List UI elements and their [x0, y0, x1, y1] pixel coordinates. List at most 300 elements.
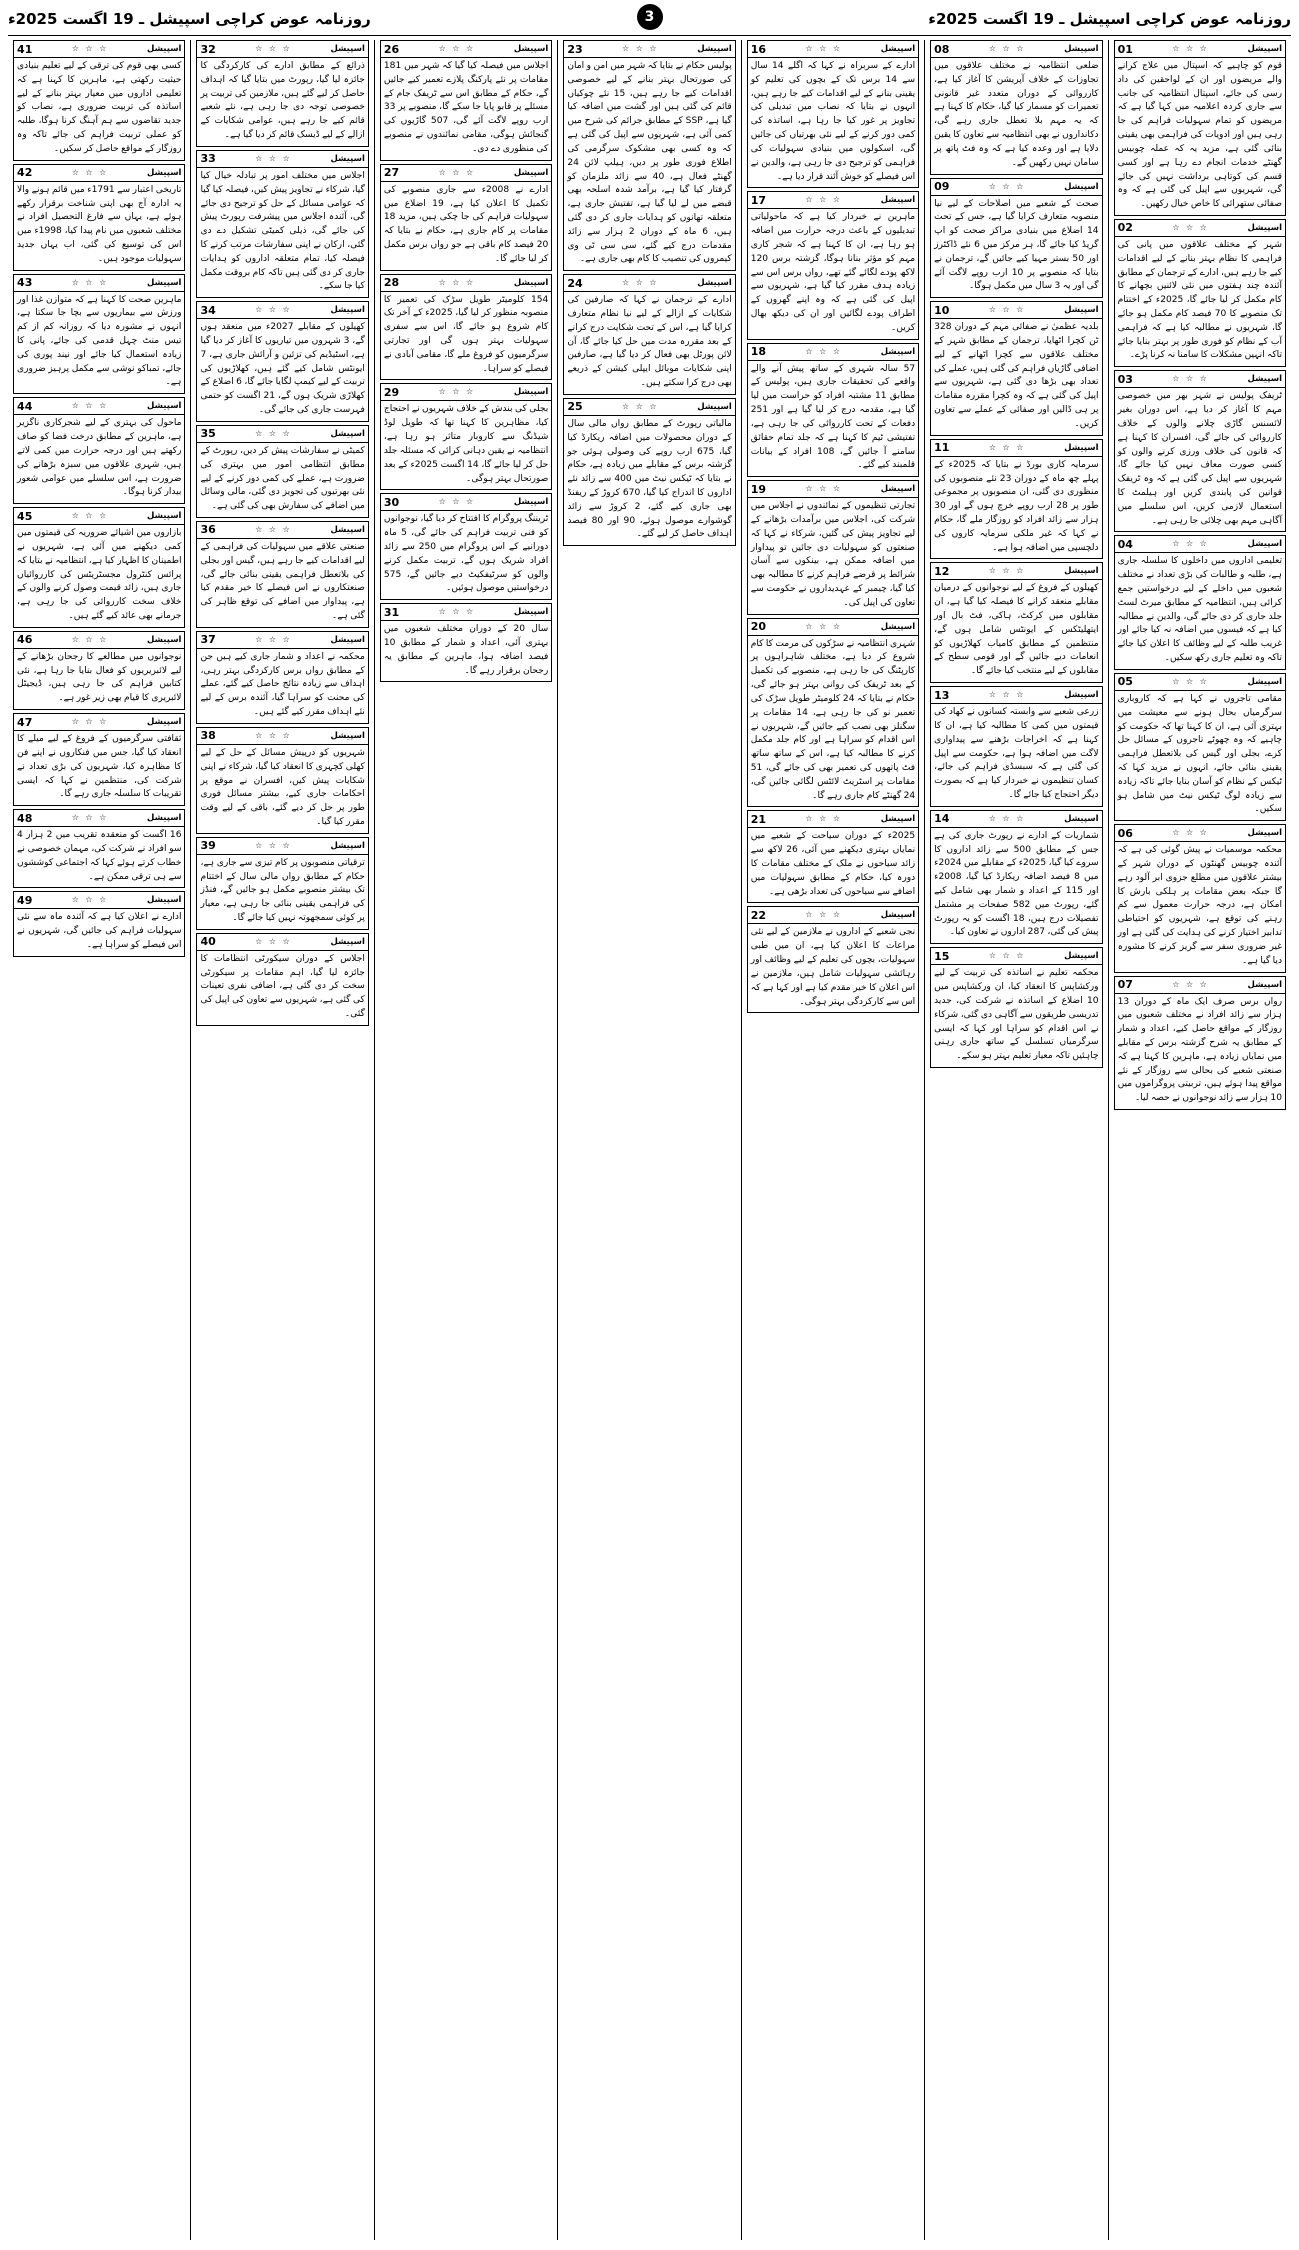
news-brief[interactable] — [380, 383, 552, 490]
news-brief[interactable] — [930, 686, 1102, 807]
news-column — [374, 40, 557, 2240]
brief-tag: اسپیشل — [147, 717, 182, 728]
news-brief[interactable] — [930, 301, 1102, 436]
brief-text: کسی بھی قوم کی ترقی کے لیے تعلیم بنیادی حیثیت رکھتی ہے، ماہرین کا کہنا ہے کہ تعلیمی اداروں میں معیار بہتر بنانے کے لیے اساتذہ کی تربیت ضروری ہے، نصاب کو جدید تقاضوں سے ہم آہنگ کرنا ہوگا، طلبہ کو عملی تربیت فراہم کی جائے تاکہ وہ روزگار کے مواقع حاصل کر سکیں۔ — [17, 61, 182, 154]
brief-tag: اسپیشل — [1064, 181, 1099, 192]
brief-number: 32 — [200, 42, 216, 56]
brief-number: 33 — [200, 152, 216, 166]
news-brief[interactable] — [563, 274, 735, 395]
brief-tag: اسپیشل — [147, 511, 182, 522]
brief-number: 36 — [200, 523, 216, 537]
brief-tag: اسپیشل — [147, 401, 182, 412]
brief-header — [197, 934, 367, 951]
news-brief[interactable] — [1114, 673, 1286, 821]
brief-text: 154 کلومیٹر طویل سڑک کی تعمیر کا منصوبہ منظور کر لیا گیا، 2025ء کے آخر تک کام شروع ہو جائے گا، اس سے سفری سہولیات بہتر ہوں گی اور تجارتی سرگرمیوں کو فروغ ملے گا، مقامی آبادی نے فیصلے کو سراہا۔ — [383, 294, 549, 374]
brief-header — [931, 302, 1101, 319]
brief-text: شہریوں کو درپیش مسائل کے حل کے لیے کھلی کچہری کا انعقاد کیا گیا، شرکاء نے اپنی شکایات پیش کیں، افسران نے موقع پر احکامات جاری کیے، بیشتر مسائل فوری طور پر حل کر دیے گئے، باقی کے لیے وقت مقرر کیا گیا۔ — [200, 747, 365, 827]
stars-icon: ☆ ☆ ☆ — [805, 44, 843, 53]
news-brief[interactable] — [1114, 976, 1286, 1111]
brief-text: صحت کے شعبے میں اصلاحات کے لیے نیا منصوبہ متعارف کرایا گیا ہے، جس کے تحت 14 اضلاع میں بنیادی مراکز صحت کو اپ گریڈ کیا جائے گا، ہر مرکز میں 6 نئے ڈاکٹرز اور 50 بستر مہیا کیے جائیں گے، ترجمان نے بتایا کہ منصوبے پر 10 ارب روپے لاگت آئے گی اور یہ 3 سال میں مکمل ہوگا۔ — [934, 198, 1099, 292]
brief-tag: اسپیشل — [880, 484, 916, 495]
stars-icon: ☆ ☆ ☆ — [621, 278, 659, 288]
brief-header — [564, 399, 734, 416]
brief-text: ماہرین صحت کا کہنا ہے کہ متوازن غذا اور ورزش سے بیماریوں سے بچا جا سکتا ہے، انہوں نے مشورہ دیا کہ روزانہ کم از کم تیس منٹ چہل قدمی کی جائے، پانی کا زیادہ استعمال کیا جائے اور نیند پوری کی جائے، تمباکو نوشی سے مکمل پرہیز ضروری ہے۔ — [17, 294, 182, 388]
brief-tag: اسپیشل — [1064, 305, 1099, 316]
brief-number: 15 — [934, 949, 950, 963]
brief-tag: اسپیشل — [330, 524, 365, 535]
brief-number: 12 — [934, 564, 950, 578]
news-brief[interactable] — [196, 301, 368, 422]
stars-icon: ☆ ☆ ☆ — [71, 634, 109, 644]
news-column — [741, 40, 924, 2240]
news-brief[interactable] — [747, 810, 919, 903]
brief-text: زرعی شعبے سے وابستہ کسانوں نے کھاد کی قیمتوں میں کمی کا مطالبہ کیا ہے، ان کا کہنا ہے کہ اخراجات بڑھنے سے پیداواری لاگت میں اضافہ ہوا ہے، حکومت سے اپیل کی گئی ہے کہ سبسڈی فراہم کی جائے، کسان تنظیموں نے خبردار کیا ہے کہ بصورت دیگر احتجاج کیا جائے گا۔ — [934, 707, 1099, 800]
stars-icon: ☆ ☆ ☆ — [255, 730, 292, 740]
stars-icon: ☆ ☆ ☆ — [71, 277, 109, 287]
brief-tag: اسپیشل — [330, 840, 365, 851]
brief-tag: اسپیشل — [697, 278, 732, 289]
news-brief[interactable] — [930, 40, 1102, 175]
brief-tag: اسپیشل — [330, 936, 365, 947]
news-brief[interactable] — [196, 727, 368, 834]
masthead-right-title: روزنامہ عوض کراچی اسپیشل ـ 19 اگست 2025ء — [928, 10, 1291, 28]
stars-icon: ☆ ☆ ☆ — [438, 387, 476, 397]
brief-number: 38 — [200, 729, 216, 743]
stars-icon: ☆ ☆ ☆ — [1172, 979, 1209, 989]
brief-header — [381, 384, 551, 401]
stars-icon: ☆ ☆ ☆ — [1172, 539, 1209, 549]
stars-icon: ☆ ☆ ☆ — [255, 840, 292, 850]
brief-header — [931, 563, 1101, 580]
brief-text: 2025ء کے دوران سیاحت کے شعبے میں نمایاں بہتری دیکھنے میں آئی، 26 لاکھ سے زائد سیاحوں نے ملک کے مختلف مقامات کا دورہ کیا، حکام کے مطابق سہولیات میں اضافے سے سیاحوں کی تعداد بڑھی ہے۔ — [750, 831, 916, 897]
brief-text: ماحول کی بہتری کے لیے شجرکاری ناگزیر ہے، ماہرین کے مطابق درخت فضا کو صاف رکھتے ہیں اور درجہ حرارت میں کمی لاتے ہیں، شہری علاقوں میں سبزہ بڑھانے کی ضرورت ہے، اس سلسلے میں عوامی شعور بیدار کرنا ہوگا۔ — [17, 418, 182, 498]
brief-tag: اسپیشل — [513, 44, 549, 54]
stars-icon: ☆ ☆ ☆ — [255, 634, 292, 644]
brief-number: 09 — [934, 180, 950, 193]
brief-number: 29 — [383, 385, 400, 399]
brief-number: 25 — [567, 400, 583, 414]
brief-number: 08 — [934, 42, 950, 56]
news-brief[interactable] — [1114, 824, 1286, 972]
brief-number: 41 — [17, 42, 33, 56]
brief-header — [1115, 674, 1285, 691]
brief-tag: اسپیشل — [147, 277, 182, 288]
news-brief[interactable] — [1114, 535, 1286, 670]
brief-number: 18 — [750, 345, 767, 359]
brief-text: کمیٹی نے سفارشات پیش کر دیں، رپورٹ کے مطابق انتظامی امور میں بہتری کی ضرورت ہے، عملے کی کمی دور کرنے کے لیے نئی بھرتیوں کی تجویز دی گئی، مالی وسائل میں اضافے کی سفارش بھی کی گئی ہے۔ — [200, 445, 365, 512]
brief-text: ادارے نے 2008ء سے جاری منصوبے کی تکمیل کا اعلان کیا ہے، 19 اضلاع میں سہولیات فراہم کی جا چکی ہیں، مزید 18 مقامات پر کام جاری ہے، حکام نے بتایا کہ 20 فیصد کام باقی ہے جو رواں برس مکمل کر لیا جائے گا۔ — [383, 184, 549, 264]
brief-header — [197, 41, 367, 58]
brief-text: سال 20 کے دوران مختلف شعبوں میں بہتری آئی، اعداد و شمار کے مطابق 10 فیصد اضافہ ہوا، ماہرین کے مطابق یہ رجحان برقرار رہے گا۔ — [383, 624, 549, 676]
brief-header — [1115, 825, 1285, 842]
brief-tag: اسپیشل — [147, 895, 182, 906]
brief-number: 19 — [750, 482, 767, 496]
brief-text: ضلعی انتظامیہ نے مختلف علاقوں میں تجاوزات کے خلاف آپریشن کا آغاز کیا ہے، کارروائی کے دوران متعدد غیر قانونی تعمیرات کو مسمار کیا گیا، حکام کا کہنا ہے کہ یہ مہم بلا تعطل جاری رہے گی، دکانداروں نے بھی انتظامیہ سے تعاون کا یقین دلایا ہے اور وعدہ کیا ہے کہ وہ فٹ پاتھ پر سامان نہیں رکھیں گے۔ — [934, 61, 1099, 168]
brief-header — [748, 811, 918, 828]
stars-icon: ☆ ☆ ☆ — [988, 813, 1026, 823]
brief-text: سرمایہ کاری بورڈ نے بتایا کہ 2025ء کے پہلے چھ ماہ کے دوران 23 نئے منصوبوں کی منظوری دی گئی، ان منصوبوں پر مجموعی طور پر 28 ارب روپے خرچ ہوں گے اور 30 ہزار سے زائد افراد کو روزگار ملے گا، حکام نے کہا کہ غیر ملکی سرمایہ کاروں کی دلچسپی میں اضافہ ہوا ہے۔ — [934, 459, 1099, 553]
brief-number: 10 — [934, 303, 950, 317]
stars-icon: ☆ ☆ ☆ — [255, 153, 292, 163]
brief-number: 17 — [750, 193, 767, 207]
brief-tag: اسپیشل — [880, 910, 916, 921]
stars-icon: ☆ ☆ ☆ — [988, 442, 1026, 452]
brief-tag: اسپیشل — [513, 277, 549, 288]
brief-tag: اسپیشل — [513, 387, 549, 398]
brief-header — [14, 398, 184, 415]
news-brief[interactable] — [13, 507, 185, 628]
brief-header — [748, 907, 918, 924]
brief-text: صنعتی علاقے میں سہولیات کی فراہمی کے لیے اقدامات کیے جا رہے ہیں، گیس اور بجلی کی بلاتعطل فراہمی یقینی بنائی جائے گی، صنعتکاروں نے اس فیصلے کا خیر مقدم کیا ہے، پیداوار میں اضافے کی توقع ظاہر کی گئی ہے۔ — [200, 541, 365, 621]
brief-tag: اسپیشل — [1247, 539, 1282, 550]
brief-text: اجلاس میں مختلف امور پر تبادلہ خیال کیا گیا، شرکاء نے تجاویز پیش کیں، فیصلہ کیا گیا کہ عوامی مسائل کے حل کو ترجیح دی جائے گی، آئندہ اجلاس میں پیشرفت رپورٹ پیش کی جائے گی، ذیلی کمیٹی تشکیل دے دی گئی، ارکان نے اپنی سفارشات مرتب کرنے کا فیصلہ کیا، تمام متعلقہ اداروں کو ہدایات جاری کر دی گئی ہیں تاکہ کام بروقت مکمل کیا جا سکے۔ — [200, 170, 365, 292]
stars-icon: ☆ ☆ ☆ — [255, 305, 292, 315]
column-grid — [8, 40, 1291, 2240]
stars-icon: ☆ ☆ ☆ — [1172, 44, 1209, 53]
page-number-badge: 3 — [637, 4, 663, 30]
brief-header — [381, 604, 551, 621]
brief-text: محکمہ تعلیم نے اساتذہ کی تربیت کے لیے ورکشاپس کا انعقاد کیا، ان ورکشاپس میں 10 اضلاع کے اساتذہ نے شرکت کی، جدید تدریسی طریقوں سے آگاہی دی گئی، شرکاء نے اس اقدام کو سراہا اور کہا کہ ایسی سرگرمیاں تسلسل کے ساتھ جاری رہنی چاہئیں تاکہ معیار تعلیم بہتر ہو سکے۔ — [934, 968, 1099, 1062]
brief-number: 45 — [17, 509, 33, 523]
stars-icon: ☆ ☆ ☆ — [805, 484, 843, 494]
brief-text: مقامی تاجروں نے کہا ہے کہ کاروباری سرگرمیاں بحال ہونے سے معیشت میں بہتری آئی ہے، ان کا کہنا تھا کہ حکومت کو چاہیے کہ وہ چھوٹے تاجروں کے مسائل حل کرے، بجلی اور گیس کی بلاتعطل فراہمی یقینی بنائی جائے، انہوں نے مزید کہا کہ ٹیکس کے نظام کو آسان بنایا جائے تاکہ زیادہ سے زیادہ لوگ ٹیکس نیٹ میں شامل ہو سکیں۔ — [1117, 693, 1282, 815]
brief-number: 39 — [200, 839, 216, 853]
brief-number: 14 — [934, 812, 950, 826]
brief-number: 01 — [1117, 42, 1133, 56]
brief-tag: اسپیشل — [330, 153, 365, 164]
news-column — [8, 40, 190, 2240]
brief-text: شماریات کے ادارے نے رپورٹ جاری کی ہے جس کے مطابق 500 سے زائد اداروں کا سروے کیا گیا، 2025ء کے مقابلے میں 2024ء میں 8 فیصد اضافہ ریکارڈ کیا گیا، 2008ء اور 115 کے اعداد و شمار بھی شامل کیے گئے، رپورٹ میں 582 صفحات پر مشتمل تفصیلات درج ہیں، 18 اگست کو یہ رپورٹ پیش کی گئی، 287 اداروں نے تعاون کیا۔ — [934, 830, 1099, 938]
brief-text: پولیس حکام نے بتایا کہ شہر میں امن و امان کی صورتحال بہتر بنانے کے لیے خصوصی اقدامات کیے جا رہے ہیں، 15 نئے چوکیاں قائم کی گئی ہیں اور گشت میں اضافہ کیا گیا ہے، SSP کے مطابق جرائم کی شرح میں کمی آئی ہے، شہریوں سے اپیل کی گئی ہے کہ وہ کسی بھی مشکوک سرگرمی کی اطلاع فوری طور پر دیں، ہیلپ لائن 24 گھنٹے فعال ہے، 40 سے زائد ملزمان کو گرفتار کیا گیا ہے، برآمد شدہ اسلحہ بھی قبضے میں لے لیا گیا ہے، تفتیش جاری ہے، متعلقہ تھانوں کو ہدایات جاری کر دی گئی ہیں، 6 ماہ کے دوران 2 ہزار سے زائد مقدمات درج کیے گئے، سی سی ٹی وی کیمروں کی تنصیب کا کام بھی جاری ہے۔ — [567, 61, 732, 265]
brief-header — [1115, 220, 1285, 237]
news-brief[interactable] — [930, 562, 1102, 683]
brief-tag: اسپیشل — [697, 401, 732, 412]
brief-text: تجارتی تنظیموں کے نمائندوں نے اجلاس میں شرکت کی، اجلاس میں برآمدات بڑھانے کے لیے تجاویز پیش کی گئیں، شرکاء نے کہا کہ صنعتوں کو سہولیات دی جائیں تو پیداوار میں اضافہ ممکن ہے، بینکوں سے آسان شرائط پر قرضے فراہم کرنے کا مطالبہ بھی کیا گیا، چیمبر کے عہدیداروں نے حکومت سے تعاون کی اپیل کی۔ — [750, 501, 916, 608]
brief-tag: اسپیشل — [1064, 690, 1099, 701]
brief-header — [14, 41, 184, 58]
news-brief[interactable] — [1114, 219, 1286, 367]
stars-icon: ☆ ☆ ☆ — [438, 167, 476, 177]
stars-icon: ☆ ☆ ☆ — [1172, 676, 1209, 686]
brief-text: ادارے کے سربراہ نے کہا کہ اگلے 14 سال سے 14 برس تک کے بچوں کی تعلیم کو یقینی بنانے کے لیے اقدامات کیے جا رہے ہیں، انہوں نے بتایا کہ نصاب میں تبدیلی کی تجاویز پر غور کیا جا رہا ہے، اساتذہ کی کمی دور کرنے کے لیے نئی بھرتیاں کی جائیں گی، اسکولوں میں بنیادی سہولیات کی فراہمی کو ترجیح دی جا رہی ہے، والدین نے اس فیصلے کو خوش آئند قرار دیا ہے۔ — [750, 61, 916, 182]
brief-number: 49 — [17, 893, 33, 907]
brief-header — [14, 810, 184, 827]
brief-tag: اسپیشل — [513, 167, 549, 178]
brief-header — [748, 619, 918, 636]
brief-text: شہری انتظامیہ نے سڑکوں کی مرمت کا کام شروع کر دیا ہے، مختلف شاہراہوں پر کارپٹنگ کی جا رہی ہے، منصوبے کی تکمیل کے بعد ٹریفک کی روانی بہتر ہو جائے گی، حکام نے بتایا کہ 24 کلومیٹر طویل سڑک کی تعمیر نو کی جا رہی ہے، 14 مقامات پر سگنلز بھی نصب کیے جائیں گے، شہریوں نے اس اقدام کو سراہا ہے اور کام جلد مکمل کرنے کا مطالبہ کیا ہے، اس کے ساتھ ساتھ فٹ پاتھوں کی تعمیر بھی کی جائے گی، 51 مقامات پر اسٹریٹ لائٹس لگائی جائیں گی، 24 گھنٹے کام جاری رہے گا۔ — [750, 638, 916, 801]
stars-icon: ☆ ☆ ☆ — [438, 497, 476, 507]
brief-number: 40 — [200, 935, 216, 949]
brief-header — [197, 632, 367, 649]
brief-text: تعلیمی اداروں میں داخلوں کا سلسلہ جاری ہے، طلبہ و طالبات کی بڑی تعداد نے مختلف شعبوں میں داخلے کے لیے درخواستیں جمع کرائی ہیں، انتظامیہ کے مطابق میرٹ لسٹ جلد جاری کر دی جائے گی، والدین نے مطالبہ کیا ہے کہ فیسوں میں اضافہ نہ کیا جائے اور غریب طلبہ کے لیے وظائف کا اعلان کیا جائے تاکہ وہ تعلیم جاری رکھ سکیں۔ — [1117, 556, 1282, 664]
brief-text: بجلی کی بندش کے خلاف شہریوں نے احتجاج کیا، مظاہرین کا کہنا تھا کہ طویل لوڈ شیڈنگ سے کاروبار متاثر ہو رہا ہے، انتظامیہ نے یقین دہانی کرائی کہ مسئلہ جلد حل کر لیا جائے گا، 14 اگست 2025ء کے بعد صورتحال بہتر ہوگی۔ — [383, 404, 549, 484]
brief-header — [748, 41, 918, 58]
brief-header — [564, 275, 734, 292]
brief-number: 06 — [1117, 826, 1133, 840]
brief-header — [931, 948, 1101, 965]
brief-tag: اسپیشل — [147, 634, 182, 645]
stars-icon: ☆ ☆ ☆ — [1172, 374, 1209, 384]
brief-text: ادارے نے اعلان کیا ہے کہ آئندہ ماہ سے نئی سہولیات فراہم کی جائیں گی، شہریوں نے اس فیصلے کو سراہا ہے۔ — [17, 912, 182, 950]
news-brief[interactable] — [13, 713, 185, 806]
brief-number: 02 — [1117, 221, 1133, 235]
brief-number: 26 — [383, 42, 400, 56]
brief-number: 31 — [383, 605, 400, 619]
brief-tag: اسپیشل — [880, 346, 916, 357]
news-brief[interactable] — [380, 40, 552, 161]
brief-tag: اسپیشل — [1247, 222, 1282, 233]
brief-number: 11 — [934, 441, 950, 455]
brief-number: 35 — [200, 427, 216, 441]
news-brief[interactable] — [747, 618, 919, 808]
brief-header — [748, 344, 918, 361]
brief-tag: اسپیشل — [880, 621, 916, 632]
news-brief[interactable] — [196, 933, 368, 1026]
brief-header — [1115, 536, 1285, 553]
news-brief[interactable] — [930, 178, 1102, 299]
news-brief[interactable] — [747, 343, 919, 478]
stars-icon: ☆ ☆ ☆ — [621, 401, 659, 411]
stars-icon: ☆ ☆ ☆ — [805, 621, 843, 631]
news-brief[interactable] — [380, 603, 552, 682]
brief-text: نوجوانوں میں مطالعے کا رجحان بڑھانے کے لیے لائبریریوں کو فعال بنایا جا رہا ہے، نئی کتابیں فراہم کی جا رہی ہیں، ڈیجیٹل لائبریری کا قیام بھی زیر غور ہے۔ — [17, 651, 182, 704]
news-column — [557, 40, 740, 2240]
news-brief[interactable] — [196, 837, 368, 930]
news-brief[interactable] — [1114, 370, 1286, 532]
brief-number: 37 — [200, 633, 216, 647]
brief-tag: اسپیشل — [1247, 828, 1282, 839]
brief-number: 28 — [383, 276, 400, 290]
brief-number: 47 — [17, 715, 33, 729]
brief-tag: اسپیشل — [880, 814, 916, 825]
brief-header — [381, 494, 551, 511]
brief-text: کھیلوں کے مقابلے 2027ء میں منعقد ہوں گے، 3 شہروں میں تیاریوں کا آغاز کر دیا گیا ہے، اسٹیڈیم کی تزئین و آرائش جاری ہے، 7 ایونٹس شامل کیے گئے ہیں، کھلاڑیوں کی تربیت کے لیے کیمپ لگایا جائے گا، 6 اضلاع کے کھلاڑی شریک ہوں گے، 21 اگست کو حتمی فہرست جاری کی جائے گی۔ — [200, 322, 365, 416]
brief-header — [1115, 977, 1285, 994]
stars-icon: ☆ ☆ ☆ — [805, 195, 843, 205]
news-brief[interactable] — [747, 191, 919, 339]
brief-tag: اسپیشل — [1064, 44, 1099, 54]
news-brief[interactable] — [13, 397, 185, 504]
brief-number: 44 — [17, 399, 33, 413]
brief-text: رواں برس صرف ایک ماہ کے دوران 13 ہزار سے زائد افراد نے مختلف شعبوں میں روزگار کے مواقع حاصل کیے، اعداد و شمار کے مطابق یہ شرح گزشتہ برس کے مقابلے میں نمایاں زیادہ ہے، ماہرین کا کہنا ہے کہ صنعتی شعبے کی بحالی سے روزگار کے نئے مواقع پیدا ہوئے ہیں، تربیتی پروگراموں میں 10 ہزار سے زائد نوجوانوں نے حصہ لیا۔ — [1117, 996, 1282, 1104]
brief-text: ٹریفک پولیس نے شہر بھر میں خصوصی مہم کا آغاز کر دیا ہے، اس دوران بغیر لائسنس گاڑی چلانے والوں کے خلاف کارروائی کی جائے گی، افسران کا کہنا ہے کہ قانون کی خلاف ورزی کرنے والوں کو کسی صورت معاف نہیں کیا جائے گا، شہریوں سے اپیل کی گئی ہے کہ وہ ٹریفک قوانین کی پابندی کریں اور ہیلمٹ کا استعمال لازمی کریں، اس سلسلے میں آگاہی مہم بھی چلائی جا رہی ہے۔ — [1117, 391, 1282, 526]
stars-icon: ☆ ☆ ☆ — [988, 690, 1026, 700]
brief-header — [14, 508, 184, 525]
brief-tag: اسپیشل — [513, 607, 549, 618]
brief-header — [931, 811, 1101, 828]
stars-icon: ☆ ☆ ☆ — [1172, 828, 1209, 838]
stars-icon: ☆ ☆ ☆ — [621, 44, 659, 53]
brief-tag: اسپیشل — [330, 305, 365, 316]
news-brief[interactable] — [930, 810, 1102, 945]
stars-icon: ☆ ☆ ☆ — [988, 305, 1026, 315]
news-column — [924, 40, 1107, 2240]
brief-text: ترقیاتی منصوبوں پر کام تیزی سے جاری ہے، حکام کے مطابق رواں مالی سال کے اختتام تک بیشتر منصوبے مکمل ہو جائیں گے، فنڈز کی فراہمی یقینی بنائی جا رہی ہے، معیار پر کوئی سمجھوتہ نہیں کیا جائے گا۔ — [200, 857, 365, 923]
brief-number: 48 — [17, 811, 33, 825]
brief-text: بلدیہ عظمیٰ نے صفائی مہم کے دوران 328 ٹن کچرا اٹھایا، ترجمان کے مطابق شہر کے مختلف علاقوں سے کچرا اٹھانے کے لیے اضافی گاڑیاں فراہم کی گئی ہیں، عملے کی تعداد بھی بڑھا دی گئی ہے، شہریوں سے اپیل کی گئی ہے کہ وہ کچرا مقررہ مقامات پر ہی ڈالیں اور صفائی کے عملے سے تعاون کریں۔ — [934, 322, 1099, 429]
brief-tag: اسپیشل — [147, 167, 182, 178]
brief-text: ٹریننگ پروگرام کا افتتاح کر دیا گیا، نوجوانوں کو فنی تربیت فراہم کی جائے گی، 5 ماہ دورانیے کے اس پروگرام میں 250 سے زائد افراد شریک ہوں گے، تربیت مکمل کرنے والوں کو سرٹیفکیٹ دیے جائیں گے، 575 درخواستیں موصول ہوئیں۔ — [383, 514, 549, 594]
brief-header — [931, 440, 1101, 457]
stars-icon: ☆ ☆ ☆ — [988, 566, 1026, 576]
brief-text: 16 اگست کو منعقدہ تقریب میں 2 ہزار 4 سو افراد نے شرکت کی، مہمان خصوصی نے خطاب کرتے ہوئے کہا کہ اجتماعی کوششوں سے ہی ترقی ممکن ہے۔ — [17, 830, 182, 882]
stars-icon: ☆ ☆ ☆ — [988, 44, 1026, 53]
stars-icon: ☆ ☆ ☆ — [71, 44, 109, 53]
brief-tag: اسپیشل — [697, 44, 732, 54]
news-brief[interactable] — [747, 40, 919, 188]
brief-tag: اسپیشل — [1247, 979, 1282, 990]
stars-icon: ☆ ☆ ☆ — [71, 895, 109, 905]
brief-text: 57 سالہ شہری کے ساتھ پیش آنے والے واقعے کی تحقیقات جاری ہیں، پولیس کے مطابق 11 مشتبہ افراد کو حراست میں لیا گیا ہے، مقدمہ درج کر لیا گیا ہے اور 251 دفعات کے تحت کارروائی کی جا رہی ہے، تفتیشی ٹیم کا کہنا ہے کہ جلد تمام حقائق سامنے آ جائیں گے، 108 افراد کے بیانات قلمبند کیے گئے۔ — [750, 363, 916, 471]
brief-number: 24 — [567, 276, 583, 290]
brief-number: 04 — [1117, 537, 1133, 551]
brief-text: تاریخی اعتبار سے 1791ء میں قائم ہونے والا یہ ادارہ آج بھی اپنی شناخت برقرار رکھے ہوئے ہے، یہاں سے فارغ التحصیل افراد نے مختلف شعبوں میں نام پیدا کیا، 1998ء میں اس کی توسیع کی گئی، اب یہاں جدید سہولیات موجود ہیں۔ — [17, 184, 182, 264]
news-brief[interactable] — [13, 40, 185, 161]
stars-icon: ☆ ☆ ☆ — [805, 910, 843, 920]
stars-icon: ☆ ☆ ☆ — [71, 717, 109, 727]
brief-header — [381, 165, 551, 182]
news-brief[interactable] — [380, 164, 552, 271]
brief-header — [931, 41, 1101, 58]
brief-tag: اسپیشل — [1247, 44, 1282, 54]
brief-header — [197, 426, 367, 443]
brief-header — [197, 302, 367, 319]
brief-text: قوم کو چاہیے کہ اسپتال میں علاج کرانے والے مریضوں اور ان کے لواحقین کی داد رسی کی جائے، اسپتال انتظامیہ کی جانب سے جاری کردہ اعلامیہ میں کہا گیا ہے کہ مریضوں کو تمام سہولیات فراہم کی جا رہی ہیں اور ادویات کی فراہمی بھی یقینی بنائی گئی ہے، مزید یہ کہ عملہ چوبیس گھنٹے خدمات انجام دے رہا ہے اور کسی قسم کی کوتاہی برداشت نہیں کی جائے گی، شہریوں سے اپیل کی گئی ہے کہ وہ صفائی ستھرائی کا خاص خیال رکھیں۔ — [1117, 61, 1282, 210]
stars-icon: ☆ ☆ ☆ — [255, 936, 292, 946]
brief-tag: اسپیشل — [1247, 676, 1282, 687]
news-brief[interactable] — [196, 150, 368, 298]
news-brief[interactable] — [747, 906, 919, 1013]
brief-tag: اسپیشل — [330, 428, 365, 439]
brief-text: شہر کے مختلف علاقوں میں پانی کی فراہمی کا نظام بہتر بنانے کے لیے اقدامات کیے جا رہے ہیں، ادارے کے ترجمان کے مطابق آئندہ چند ہفتوں میں نئی لائنیں بچھانے کا کام مکمل کر لیا جائے گا، 2025ء کے اختتام تک منصوبے کا 70 فیصد کام مکمل ہو جائے گا، شہریوں نے مطالبہ کیا ہے کہ فراہمی آب کے نظام کو فوری طور پر بہتر بنایا جائے تاکہ انہیں مشکلات کا سامنا نہ کرنا پڑے۔ — [1117, 239, 1282, 361]
news-brief[interactable] — [930, 947, 1102, 1068]
brief-number: 27 — [383, 166, 400, 180]
brief-text: کھیلوں کے فروغ کے لیے نوجوانوں کے درمیان مقابلے منعقد کرانے کا فیصلہ کیا گیا ہے، ان مقابلوں میں کرکٹ، ہاکی، فٹ بال اور ایتھلیٹکس کے ایونٹس شامل ہوں گے، منتظمین کے مطابق کامیاب کھلاڑیوں کو انعامات دیے جائیں گے اور قومی سطح کے مقابلوں کے لیے منتخب کیا جائے گا۔ — [934, 583, 1099, 677]
brief-tag: اسپیشل — [880, 44, 916, 54]
brief-header — [381, 275, 551, 292]
brief-number: 21 — [750, 812, 767, 826]
brief-tag: اسپیشل — [1064, 566, 1099, 577]
brief-text: ذرائع کے مطابق ادارے کی کارکردگی کا جائزہ لیا گیا، رپورٹ میں بتایا گیا کہ اہداف حاصل کر لیے گئے ہیں، ملازمین کی تربیت پر خصوصی توجہ دی جا رہی ہے، نئے شعبے قائم کیے جا رہے ہیں، عوامی شکایات کے ازالے کے لیے ڈیسک قائم کر دیا گیا ہے۔ — [200, 61, 365, 141]
stars-icon: ☆ ☆ ☆ — [71, 511, 109, 521]
brief-number: 20 — [750, 620, 767, 634]
brief-tag: اسپیشل — [147, 813, 182, 824]
brief-number: 46 — [17, 633, 33, 647]
brief-header — [197, 151, 367, 168]
brief-header — [197, 728, 367, 745]
stars-icon: ☆ ☆ ☆ — [438, 44, 476, 53]
stars-icon: ☆ ☆ ☆ — [71, 401, 109, 411]
brief-header — [748, 192, 918, 209]
brief-text: نجی شعبے کے اداروں نے ملازمین کے لیے نئی مراعات کا اعلان کیا ہے، ان میں طبی سہولیات، بچوں کی تعلیم کے لیے وظائف اور رہائشی سہولیات شامل ہیں، ملازمین نے اس اعلان کا خیر مقدم کیا ہے اور کہا ہے کہ اس سے کارکردگی بہتر ہوگی۔ — [750, 927, 916, 1007]
stars-icon: ☆ ☆ ☆ — [805, 346, 843, 356]
brief-header — [197, 838, 367, 855]
brief-number: 16 — [750, 42, 767, 56]
brief-number: 22 — [750, 908, 767, 922]
brief-tag: اسپیشل — [513, 497, 549, 508]
brief-header — [381, 41, 551, 58]
news-column — [1108, 40, 1291, 2240]
brief-tag: اسپیشل — [1247, 374, 1282, 385]
stars-icon: ☆ ☆ ☆ — [988, 951, 1026, 961]
brief-header — [14, 892, 184, 909]
brief-tag: اسپیشل — [1064, 442, 1099, 453]
brief-tag: اسپیشل — [330, 730, 365, 741]
stars-icon: ☆ ☆ ☆ — [255, 428, 292, 438]
brief-header — [1115, 41, 1285, 58]
brief-header — [931, 179, 1101, 196]
stars-icon: ☆ ☆ ☆ — [71, 813, 109, 823]
brief-text: بازاروں میں اشیائے ضروریہ کی قیمتوں میں کمی دیکھنے میں آئی ہے، شہریوں نے اطمینان کا اظہار کیا ہے، انتظامیہ نے بتایا کہ پرائس کنٹرول مجسٹریٹس کی کارروائیاں جاری ہیں، زائد قیمت وصول کرنے والوں کے خلاف سخت کارروائی کی جا رہی ہے، جرمانے بھی عائد کیے گئے ہیں۔ — [17, 528, 182, 621]
stars-icon: ☆ ☆ ☆ — [1172, 222, 1209, 232]
masthead-left-title: روزنامہ عوض کراچی اسپیشل ـ 19 اگست 2025ء — [8, 10, 371, 28]
stars-icon: ☆ ☆ ☆ — [438, 277, 476, 287]
brief-header — [197, 522, 367, 539]
brief-text: مالیاتی رپورٹ کے مطابق رواں مالی سال کے دوران محصولات میں اضافہ ریکارڈ کیا گیا، 675 ارب روپے کی وصولی ہوئی جو گزشتہ برس کے مقابلے میں زیادہ ہے، حکام نے بتایا کہ ٹیکس نیٹ میں 400 سے زائد نئے اداروں کا اندراج کیا گیا، 670 کروڑ کے ریفنڈ بھی جاری کیے گئے، 2 کروڑ سے زائد گوشوارے موصول ہوئے، 90 اور 80 فیصد اہداف حاصل کر لیے گئے۔ — [567, 418, 732, 540]
news-brief[interactable] — [380, 493, 552, 600]
news-brief[interactable] — [13, 164, 185, 271]
stars-icon: ☆ ☆ ☆ — [438, 607, 476, 617]
news-brief[interactable] — [380, 274, 552, 381]
news-brief[interactable] — [930, 439, 1102, 560]
brief-text: محکمہ نے اعداد و شمار جاری کیے ہیں جن کے مطابق رواں برس کارکردگی بہتر رہی، اہداف سے زیادہ نتائج حاصل کیے گئے، عملے کی محنت کو سراہا گیا، آئندہ برس کے لیے نئے اہداف مقرر کیے گئے ہیں۔ — [200, 651, 365, 718]
news-brief[interactable] — [13, 631, 185, 710]
brief-header — [14, 165, 184, 182]
news-brief[interactable] — [196, 521, 368, 628]
news-brief[interactable] — [13, 274, 185, 395]
brief-text: ثقافتی سرگرمیوں کے فروغ کے لیے میلے کا انعقاد کیا گیا، جس میں فنکاروں نے اپنے فن کا مظاہرہ کیا، شہریوں کی بڑی تعداد نے شرکت کی، منتظمین نے کہا کہ ایسی تقریبات کا سلسلہ جاری رہے گا۔ — [17, 734, 182, 800]
brief-number: 03 — [1117, 372, 1133, 386]
news-brief[interactable] — [13, 809, 185, 888]
brief-header — [14, 632, 184, 649]
brief-header — [748, 481, 918, 498]
brief-text: ماہرین نے خبردار کیا ہے کہ ماحولیاتی تبدیلیوں کے باعث درجہ حرارت میں اضافہ ہو رہا ہے، ان کا کہنا ہے کہ شجر کاری مہم کو مؤثر بنانا ہوگا، گزشتہ برس 120 لاکھ پودے لگائے گئے تھے، رواں برس اس سے زیادہ ہدف مقرر کیا گیا ہے، شہریوں سے اپیل کی گئی ہے کہ وہ اپنے گھروں کے اطراف پودے لگائیں اور ان کی دیکھ بھال کریں۔ — [750, 212, 916, 333]
stars-icon: ☆ ☆ ☆ — [255, 524, 292, 534]
news-brief[interactable] — [563, 40, 735, 271]
news-column — [190, 40, 373, 2240]
news-brief[interactable] — [563, 398, 735, 546]
news-brief[interactable] — [747, 480, 919, 615]
news-brief[interactable] — [196, 631, 368, 724]
brief-header — [931, 687, 1101, 704]
brief-header — [14, 275, 184, 292]
brief-text: اجلاس میں فیصلہ کیا گیا کہ شہر میں 181 مقامات پر نئے پارکنگ پلازے تعمیر کیے جائیں گے، حکام کے مطابق اس سے ٹریفک جام کے مسئلے پر قابو پایا جا سکے گا، منصوبے پر 33 ارب روپے لاگت آئے گی، 507 گاڑیوں کی گنجائش ہوگی، مقامی نمائندوں نے منصوبے کی منظوری دے دی۔ — [383, 61, 549, 154]
brief-number: 07 — [1117, 978, 1133, 991]
brief-number: 30 — [383, 495, 400, 509]
brief-header — [1115, 371, 1285, 388]
brief-tag: اسپیشل — [1064, 951, 1099, 962]
stars-icon: ☆ ☆ ☆ — [805, 814, 843, 824]
news-brief[interactable] — [196, 425, 368, 518]
brief-text: اجلاس کے دوران سیکورٹی انتظامات کا جائزہ لیا گیا، اہم مقامات پر سیکورٹی سخت کر دی گئی ہے، اضافی نفری تعینات کی گئی ہے، شہریوں سے تعاون کی اپیل کی گئی۔ — [200, 953, 365, 1020]
stars-icon: ☆ ☆ ☆ — [71, 167, 109, 177]
brief-text: محکمہ موسمیات نے پیش گوئی کی ہے کہ آئندہ چوبیس گھنٹوں کے دوران شہر کے بیشتر علاقوں میں مطلع جزوی ابر آلود رہے گا جبکہ بعض مقامات پر ہلکی بارش کا امکان ہے، درجہ حرارت معمول سے کم رہنے کی توقع ہے، شہریوں کو احتیاطی تدابیر اختیار کرنے کی ہدایت کی گئی ہے اور غیر ضروری سفر سے گریز کرنے کا مشورہ دیا گیا ہے۔ — [1117, 845, 1282, 966]
brief-number: 05 — [1117, 675, 1133, 689]
news-brief[interactable] — [13, 891, 185, 956]
brief-tag: اسپیشل — [330, 44, 365, 54]
news-brief[interactable] — [1114, 40, 1286, 216]
brief-header — [564, 41, 734, 58]
news-brief[interactable] — [196, 40, 368, 147]
stars-icon: ☆ ☆ ☆ — [255, 44, 292, 53]
brief-text: ادارے کے ترجمان نے کہا کہ صارفین کی شکایات کے ازالے کے لیے نیا نظام متعارف کرایا گیا ہے، اس کے تحت شکایت درج کرانے کے بعد مقررہ مدت میں حل کیا جائے گا، آن لائن پورٹل بھی فعال کر دیا گیا ہے، صارفین اپنی شکایات موبائل ایپلی کیشن کے ذریعے بھی درج کرا سکتے ہیں۔ — [567, 295, 732, 389]
brief-tag: اسپیشل — [1064, 813, 1099, 824]
brief-number: 43 — [17, 276, 33, 290]
brief-number: 13 — [934, 688, 950, 702]
brief-header — [14, 714, 184, 731]
brief-tag: اسپیشل — [330, 634, 365, 645]
brief-number: 42 — [17, 166, 33, 180]
